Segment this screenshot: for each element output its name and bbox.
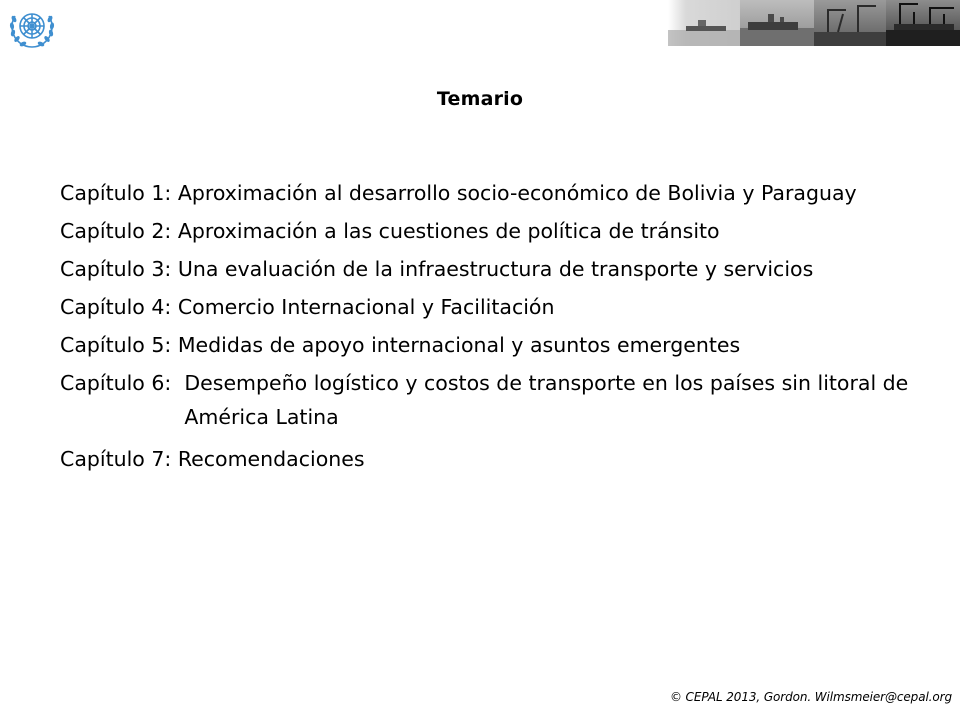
port-photo-strip-icon — [668, 0, 960, 46]
chapter-title: Desempeño logístico y costos de transporte en los países sin litoral de América Latina — [184, 371, 909, 429]
chapter-title: Comercio Internacional y Facilitación — [177, 295, 555, 319]
un-emblem-icon — [6, 4, 58, 50]
chapter-item-6 — [60, 366, 940, 434]
chapter-label: Capítulo 2: — [60, 219, 178, 243]
chapter-item-2 — [60, 214, 940, 248]
copyright-footer: © CEPAL 2013, Gordon. Wilmsmeier@cepal.org — [669, 690, 952, 704]
chapter-label: Capítulo 7: — [60, 447, 178, 471]
chapter-title: Medidas de apoyo internacional y asuntos emergentes — [177, 333, 741, 357]
page-title: Temario — [436, 88, 524, 110]
chapter-title: Una evaluación de la infraestructura de transporte y servicios — [177, 257, 814, 281]
chapter-label: Capítulo 4: — [60, 295, 178, 319]
chapter-label: Capítulo 1: — [60, 181, 178, 205]
chapter-list — [60, 176, 940, 480]
chapter-item-3 — [60, 252, 940, 286]
chapter-title: Aproximación al desarrollo socio-económico de Bolivia y Paraguay — [177, 181, 857, 205]
chapter-label: Capítulo 3: — [60, 257, 178, 281]
chapter-label: Capítulo 6: — [60, 371, 185, 395]
chapter-item-4 — [60, 290, 940, 324]
chapter-title: Aproximación a las cuestiones de política de tránsito — [177, 219, 720, 243]
chapter-title: Recomendaciones — [177, 447, 365, 471]
chapter-item-7 — [60, 442, 940, 476]
chapter-label: Capítulo 5: — [60, 333, 178, 357]
chapter-item-1 — [60, 176, 940, 210]
chapter-item-5 — [60, 328, 940, 362]
